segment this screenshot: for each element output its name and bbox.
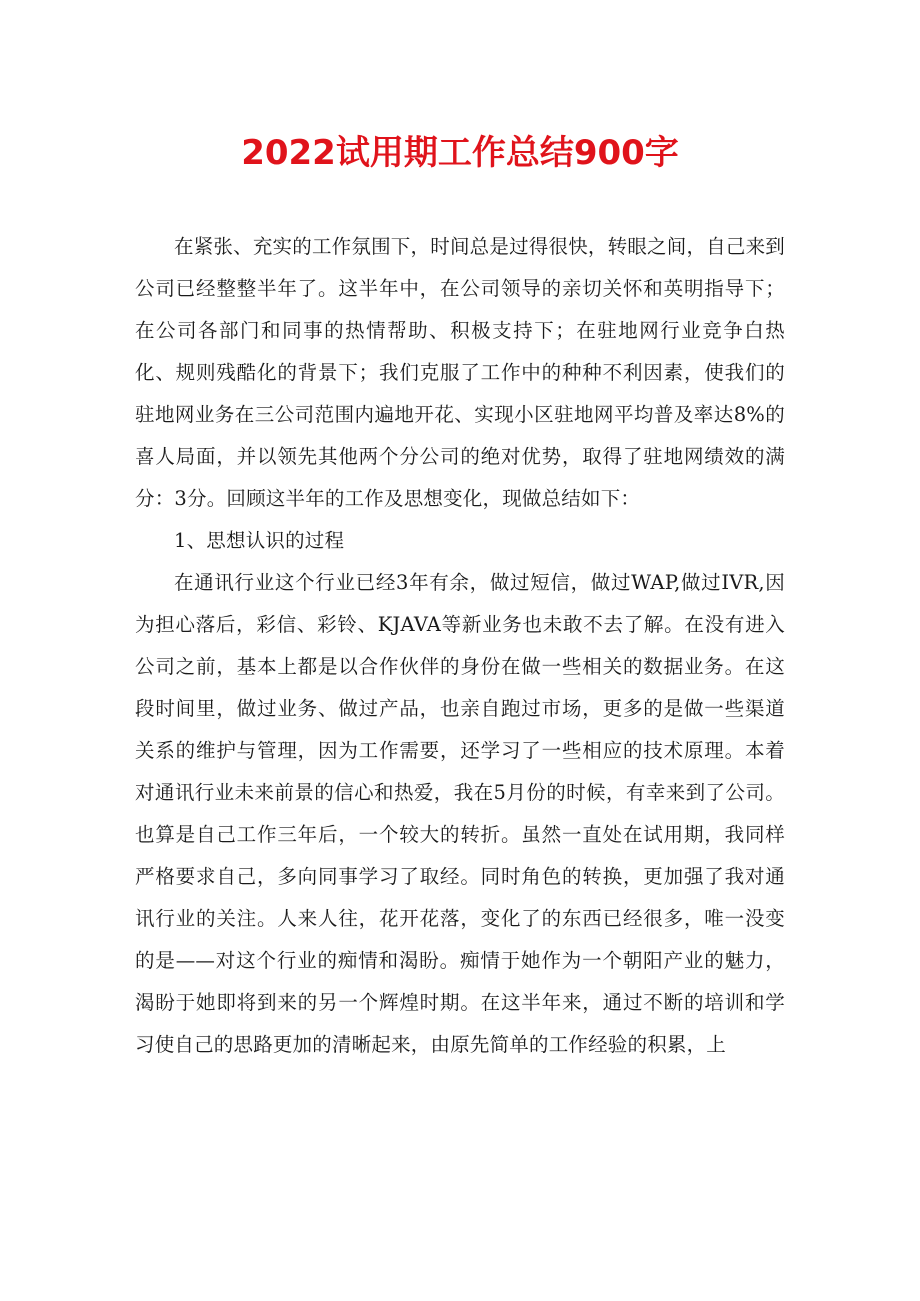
document-body	[135, 226, 785, 1066]
paragraph-industry-experience: 在通讯行业这个行业已经3年有余，做过短信，做过WAP,做过IVR,因为担心落后，彩信、彩铃、KJAVA等新业务也未敢不去了解。在没有进入公司之前，基本上都是以合作伙伴的身份在做一些相关的数据业务。在这段时间里，做过业务、做过产品，也亲自跑过市场，更多的是做一些渠道关系的维护与管理，因为工作需要，还学习了一些相应的技术原理。本着对通讯行业未来前景的信心和热爱，我在5月份的时候，有幸来到了公司。也算是自己工作三年后，一个较大的转折。虽然一直处在试用期，我同样严格要求自己，多向同事学习了取经。同时角色的转换，更加强了我对通讯行业的关注。人来人往，花开花落，变化了的东西已经很多，唯一没变的是——对这个行业的痴情和渴盼。痴情于她作为一个朝阳产业的魅力，渴盼于她即将到来的另一个辉煌时期。在这半年来，通过不断的培训和学习使自己的思路更加的清晰起来，由原先简单的工作经验的积累，上	[135, 571, 785, 1056]
document-title: 2022试用期工作总结900字	[241, 133, 679, 173]
section-heading-thinking-process: 1、思想认识的过程	[174, 529, 345, 552]
paragraph-intro: 在紧张、充实的工作氛围下，时间总是过得很快，转眼之间，自己来到公司已经整整半年了。这半年中，在公司领导的亲切关怀和英明指导下；在公司各部门和同事的热情帮助、积极支持下；在驻地网行业竞争白热化、规则残酷化的背景下；我们克服了工作中的种种不利因素，使我们的驻地网业务在三公司范围内遍地开花、实现小区驻地网平均普及率达8%的喜人局面，并以领先其他两个分公司的绝对优势，取得了驻地网绩效的满分：3分。回顾这半年的工作及思想变化，现做总结如下：	[135, 235, 785, 510]
